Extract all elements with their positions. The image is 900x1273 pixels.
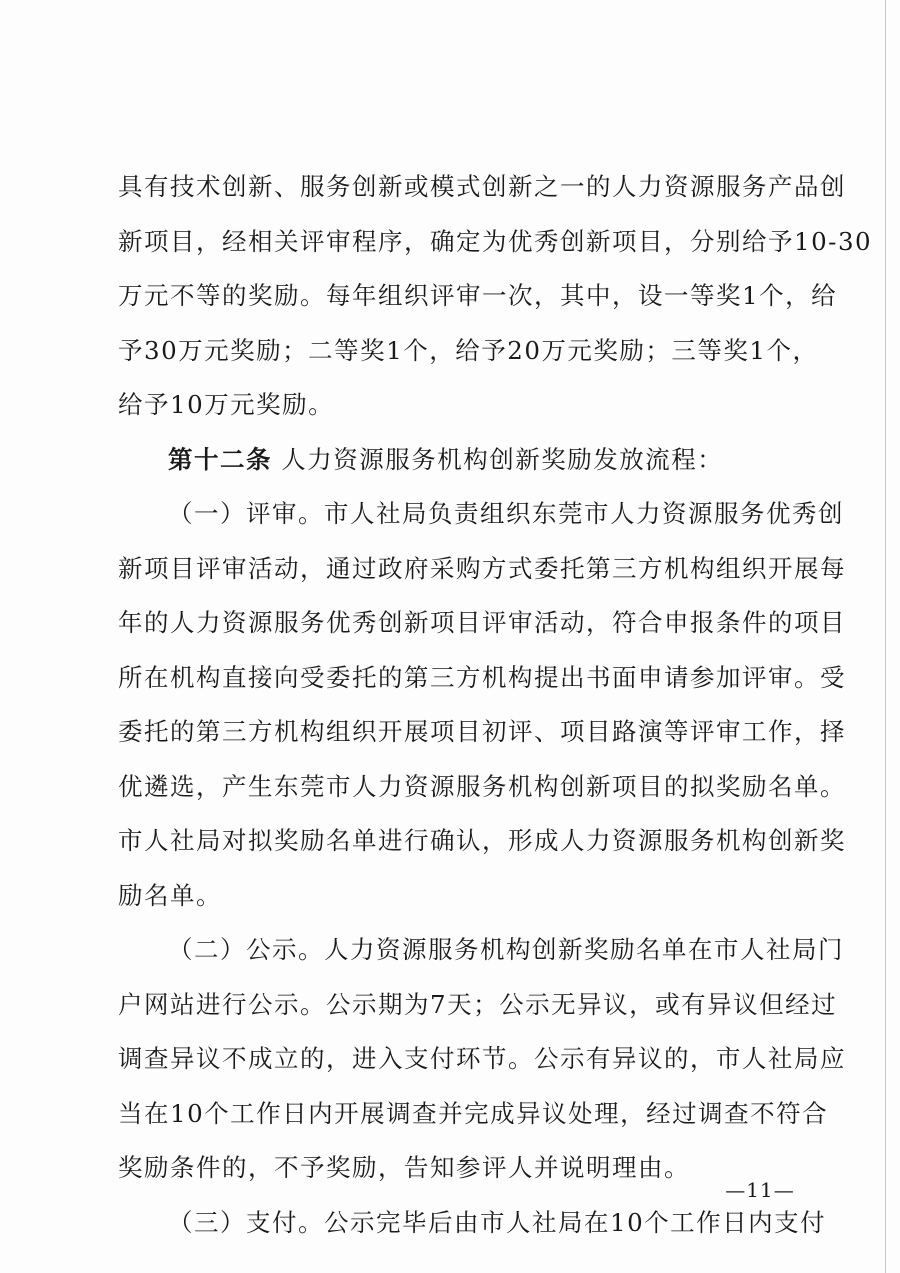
paragraph-line: 新项目，经相关评审程序，确定为优秀创新项目，分别给予10-30 bbox=[118, 226, 873, 256]
paragraph-line: 当在10个工作日内开展调查并完成异议处理，经过调查不符合 bbox=[118, 1098, 829, 1128]
paragraph-line: （二）公示。人力资源服务机构创新奖励名单在市人社局门 bbox=[168, 935, 844, 964]
paragraph-line: 予30万元奖励；二等奖1个，给予20万元奖励；三等奖1个， bbox=[118, 335, 819, 365]
paragraph-line: （一）评审。市人社局负责组织东莞市人力资源服务优秀创 bbox=[168, 499, 844, 528]
paragraph-line: 委托的第三方机构组织开展项目初评、项目路演等评审工作，择 bbox=[118, 717, 846, 746]
paragraph-line: 具有技术创新、服务创新或模式创新之一的人力资源服务产品创 bbox=[118, 172, 846, 201]
article-heading-line bbox=[118, 433, 783, 488]
paragraph-line: 户网站进行公示。公示期为7天；公示无异议，或有异议但经过 bbox=[118, 989, 838, 1019]
paragraph-line: 年的人力资源服务优秀创新项目评审活动，符合申报条件的项目 bbox=[118, 608, 846, 637]
paragraph-line: 市人社局对拟奖励名单进行确认，形成人力资源服务机构创新奖 bbox=[118, 826, 846, 855]
paragraph-line: 新项目评审活动，通过政府采购方式委托第三方机构组织开展每 bbox=[118, 553, 846, 583]
paragraph-line: 万元不等的奖励。每年组织评审一次，其中，设一等奖1个，给 bbox=[118, 281, 838, 310]
paragraph-line: 所在机构直接向受委托的第三方机构提出书面申请参加评审。受 bbox=[118, 662, 846, 692]
paragraph-line: 奖励条件的，不予奖励，告知参评人并说明理由。 bbox=[118, 1153, 690, 1182]
paragraph-line: 优遴选，产生东莞市人力资源服务机构创新项目的拟奖励名单。 bbox=[118, 771, 846, 801]
paragraph-line: 调查异议不成立的，进入支付环节。公示有异议的，市人社局应 bbox=[118, 1044, 846, 1073]
document-body bbox=[118, 160, 873, 1250]
page-number: —11— bbox=[725, 1178, 795, 1202]
article-number: 第十二条 bbox=[168, 444, 272, 474]
page-edge-line bbox=[885, 0, 886, 1273]
article-title: 人力资源服务机构创新奖励发放流程： bbox=[281, 444, 724, 474]
paragraph-line: 给予10万元奖励。 bbox=[118, 390, 335, 419]
paragraph-line: 励名单。 bbox=[118, 880, 222, 910]
paragraph-line: （三）支付。公示完毕后由市人社局在10个工作日内支付 bbox=[168, 1207, 827, 1237]
